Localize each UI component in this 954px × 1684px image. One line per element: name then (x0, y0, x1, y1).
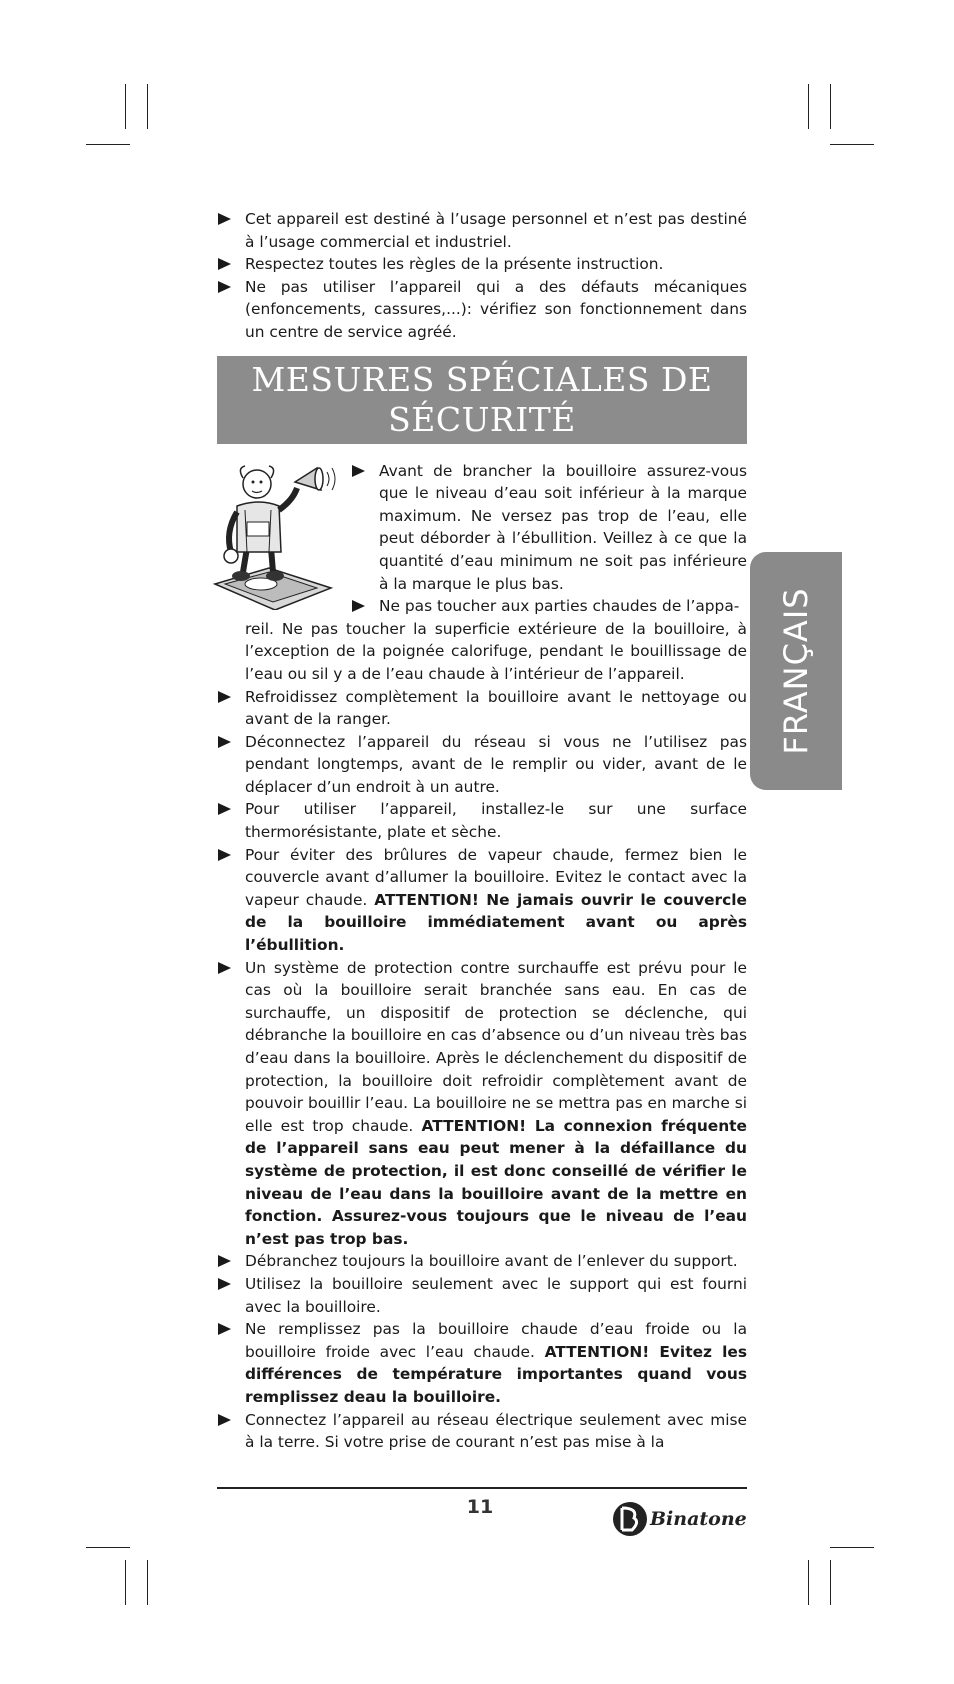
footer-divider (217, 1487, 747, 1489)
list-item-text: Pour éviter des brûlures de vapeur chaude, fermez bien le couvercle avant d’allumer la bouilloire. Evitez le contact avec la vapeur chaude. (245, 845, 747, 909)
list-item: Ne pas utiliser l’appareil qui a des défauts mécaniques (enfoncements, cassures,...): vérifiez son fonctionnement dans un centre de service agréé. (217, 276, 747, 344)
warning-text: ATTENTION! La connexion fréquente de l’appareil sans eau peut mener à la défaillance du système de protection, il est donc conseillé de vérifier le niveau de l’eau dans la bouilloire avant de la mettre en fonction. Assurez-vous toujours que le niveau de l’eau n’est pas trop bas. (245, 1116, 747, 1248)
brand-name: Binatone (650, 1508, 747, 1530)
crop-mark (808, 84, 809, 129)
warning-text: ATTENTION! Evitez les différences de température importantes quand vous remplissez deau la bouilloire. (245, 1342, 747, 1406)
crop-mark (830, 1560, 831, 1605)
section-title (217, 356, 747, 444)
crop-mark (830, 1547, 874, 1548)
crop-mark (147, 1560, 148, 1605)
list-item: Débranchez toujours la bouilloire avant de l’enlever du support. (217, 1250, 747, 1273)
page-number: 11 (466, 1496, 494, 1518)
crop-mark (86, 1547, 130, 1548)
crop-mark (147, 84, 148, 129)
list-item: Connectez l’appareil au réseau électrique seulement avec mise à la terre. Si votre prise de courant n’est pas mise à la (217, 1409, 747, 1454)
list-item: Refroidissez complètement la bouilloire avant le nettoyage ou avant de la ranger. (217, 686, 747, 731)
page-content (217, 208, 747, 1454)
list-item: Pour utiliser l’appareil, installez-le sur une surface thermorésistante, plate et sèche. (217, 798, 747, 843)
list-item: Respectez toutes les règles de la présente instruction. (217, 253, 747, 276)
crop-mark (830, 84, 831, 129)
list-item-continuation: reil. Ne pas toucher la superficie extérieure de la bouilloire, à l’exception de la poignée calorifuge, pendant le bouillissage de l’eau ou sil y a de l’eau chaude à l’intérieur de l’appareil. (245, 619, 747, 683)
wrapped-text (351, 460, 747, 618)
crop-mark (830, 144, 874, 145)
section-title-line: SÉCURITÉ (388, 399, 576, 439)
language-tab-label: FRANÇAIS (777, 587, 815, 755)
crop-mark (125, 1560, 126, 1605)
list-item-text: Un système de protection contre surchauffe est prévu pour le cas où la bouilloire serait branchée sans eau. En cas de surchauffe, un dispositif de protection se déclenche, qui débranche la bouilloire en cas d’absence ou d’un niveau très bas d’eau dans la bouilloire. Après le déclenchement du dispositif de protection, la bouilloire doit refroidir complètement avant de pouvoir bouillir l’eau. La bouilloire ne se mettra pas en marche si elle est trop chaude. (245, 958, 747, 1135)
crop-mark (808, 1560, 809, 1605)
list-item (217, 1318, 747, 1408)
brand-logo (610, 1500, 750, 1538)
man-with-megaphone-illustration (213, 460, 341, 610)
crop-mark (125, 84, 126, 129)
brand-logo-icon (610, 1500, 650, 1538)
list-item: Avant de brancher la bouilloire assurez-vous que le niveau d’eau soit inférieur à la marque maximum. Ne versez pas trop de l’eau, elle peut déborder à l’ébullition. Veillez à ce que la quantité d’eau minimum ne soit pas inférieure à la marque le plus bas. (351, 460, 747, 596)
list-item (217, 957, 747, 1251)
list-item: Déconnectez l’appareil du réseau si vous ne l’utilisez pas pendant longtemps, avant de le remplir ou vider, avant de le déplacer d’un endroit à un autre. (217, 731, 747, 799)
list-item: Utilisez la bouilloire seulement avec le support qui est fourni avec la bouilloire. (217, 1273, 747, 1318)
language-tab (750, 552, 842, 790)
crop-mark (86, 144, 130, 145)
section-title-line: MESURES SPÉCIALES DE (251, 359, 713, 399)
list-item-text: Ne remplissez pas la bouilloire chaude d’eau froide ou la bouilloire froide avec l’eau chaude. (245, 1320, 747, 1361)
list-item: Ne pas toucher aux parties chaudes de l’appa- (351, 595, 747, 618)
list-item: Cet appareil est destiné à l’usage personnel et n’est pas destiné à l’usage commercial et industriel. (217, 208, 747, 253)
illustrated-section (217, 460, 747, 618)
warning-text: ATTENTION! Ne jamais ouvrir le couvercle de la bouilloire immédiatement avant ou après l’ébullition. (245, 890, 747, 955)
list-item (217, 844, 747, 957)
